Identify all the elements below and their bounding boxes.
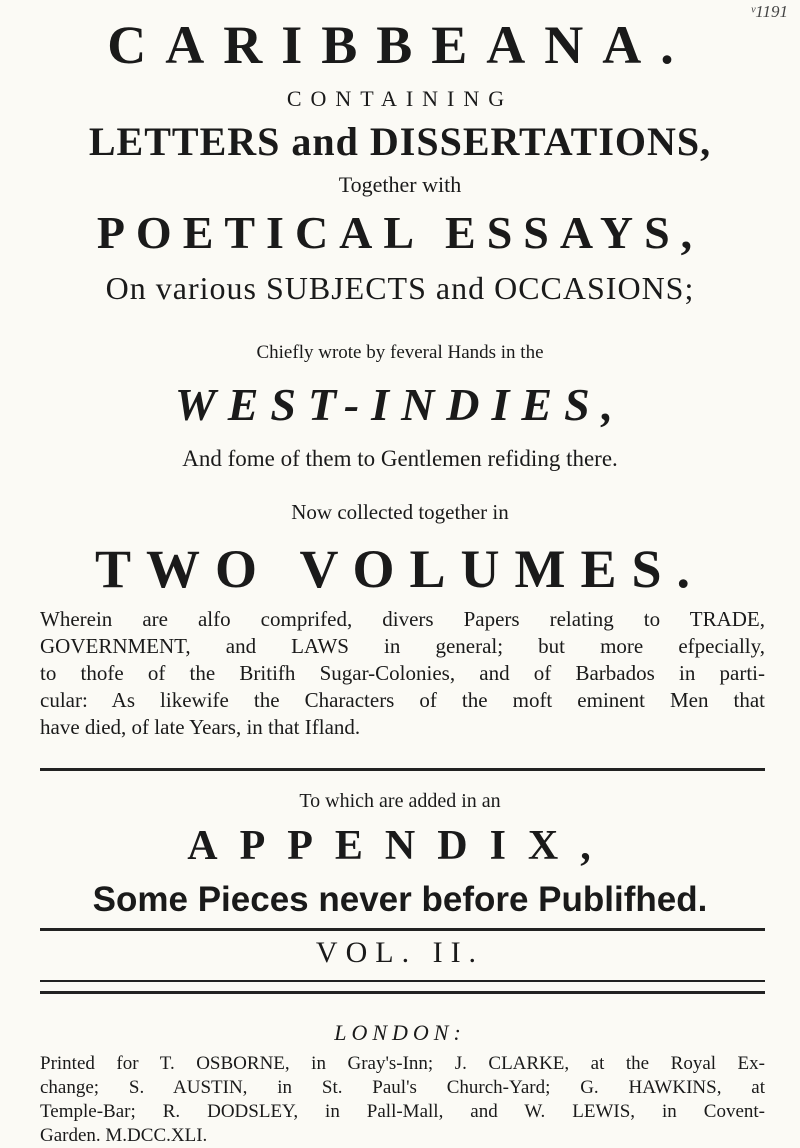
- poetical-essays-line: POETICAL ESSAYS,: [96, 207, 704, 258]
- description-line: GOVERNMENT, and LAWS in general; but more efpecially,: [40, 634, 765, 658]
- containing-line: CONTAINING: [286, 86, 514, 111]
- added-line: To which are added in an: [299, 790, 501, 812]
- imprint-line: change; S. AUSTIN, in St. Paul's Church-Yard; G. HAWKINS, at: [40, 1077, 765, 1098]
- divider-rule: [40, 768, 765, 771]
- description-line: have died, of late Years, in that Ifland.: [40, 715, 361, 739]
- divider-rule: [40, 991, 765, 994]
- letters-line: LETTERS and DISSERTATIONS,: [88, 119, 712, 164]
- description-line: to thofe of the Britifh Sugar-Colonies, and of Barbados in parti-: [40, 661, 765, 685]
- appendix-line: APPENDIX,: [187, 823, 613, 869]
- description-line: cular: As likewife the Characters of the moft eminent Men that: [40, 688, 765, 712]
- imprint: [40, 1052, 765, 1148]
- together-line: Together with: [338, 172, 462, 197]
- chiefly-line: Chiefly wrote by feveral Hands in the: [256, 342, 544, 363]
- imprint-line: Printed for T. OSBORNE, in Gray's-Inn; J. CLARKE, at the Royal Ex-: [40, 1053, 765, 1074]
- imprint-line: Temple-Bar; R. DODSLEY, in Pall-Mall, and W. LEWIS, in Covent-: [40, 1101, 765, 1122]
- west-indies-line: WEST-INDIES,: [174, 379, 626, 430]
- description-line: Wherein are alfo comprifed, divers Papers relating to TRADE,: [40, 607, 765, 631]
- pieces-line: Some Pieces never before Publifhed.: [92, 880, 708, 919]
- collected-line: Now collected together in: [291, 500, 509, 524]
- volumes-line: TWO VOLUMES.: [95, 539, 705, 599]
- imprint-line: Garden. M.DCC.XLI.: [40, 1125, 208, 1146]
- main-title: CARIBBEANA.: [107, 15, 693, 75]
- subjects-line: On various SUBJECTS and OCCASIONS;: [105, 270, 695, 306]
- shelf-mark: ᵛ1191: [750, 2, 788, 21]
- divider-rule: [40, 980, 765, 982]
- city-line: LONDON:: [334, 1020, 466, 1045]
- gentlemen-line: And fome of them to Gentlemen refiding there.: [182, 446, 618, 471]
- divider-rule: [40, 928, 765, 931]
- description-paragraph: [40, 606, 765, 741]
- volume-line: VOL. II.: [315, 936, 485, 969]
